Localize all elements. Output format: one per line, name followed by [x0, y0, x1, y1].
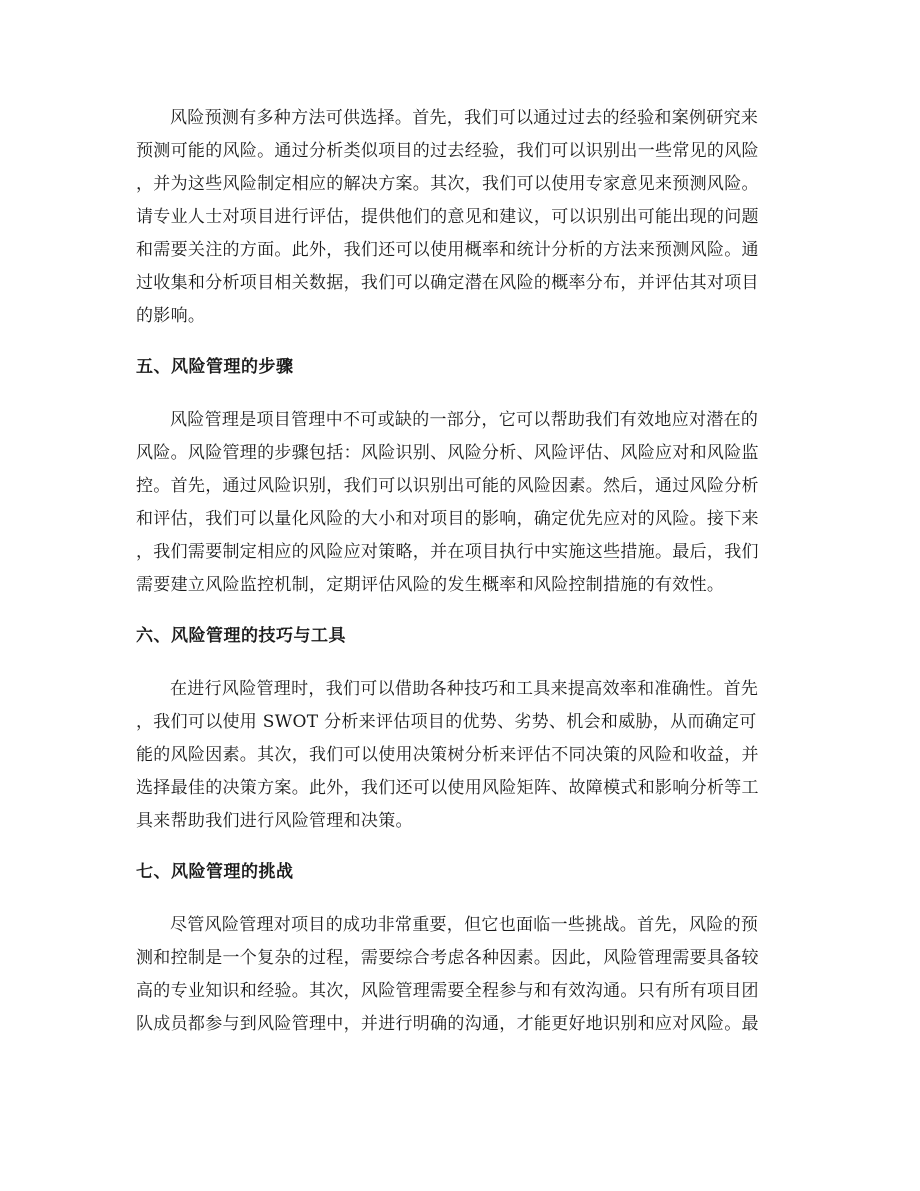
- paragraph-line: 风险。风险管理的步骤包括：风险识别、风险分析、风险评估、风险应对和风险监: [136, 443, 759, 463]
- section-heading-7: 七、风险管理的挑战: [136, 862, 294, 882]
- paragraph-line: 具来帮助我们进行风险管理和决策。: [136, 811, 413, 831]
- paragraph-line: 和需要关注的方面。此外，我们还可以使用概率和统计分析的方法来预测风险。通: [136, 240, 759, 260]
- section-heading-5: 五、风险管理的步骤: [136, 357, 294, 377]
- paragraph-risk-prediction: [136, 102, 786, 333]
- paragraph-line: 测和控制是一个复杂的过程，需要综合考虑各种因素。因此，风险管理需要具备较: [136, 948, 759, 968]
- document-body: [136, 102, 786, 1041]
- paragraph-challenges: [136, 909, 786, 1041]
- paragraph-line: ，我们可以使用 SWOT 分析来评估项目的优势、劣势、机会和威胁，从而确定可: [136, 712, 757, 732]
- paragraph-line: 控。首先，通过风险识别，我们可以识别出可能的风险因素。然后，通过风险分析: [136, 476, 759, 496]
- paragraph-line: ，并为这些风险制定相应的解决方案。其次，我们可以使用专家意见来预测风险。: [136, 174, 759, 194]
- section-heading-6: 六、风险管理的技巧与工具: [136, 626, 346, 646]
- paragraph-line: 在进行风险管理时，我们可以借助各种技巧和工具来提高效率和准确性。首先: [170, 679, 759, 699]
- paragraph-line: 队成员都参与到风险管理中，并进行明确的沟通，才能更好地识别和应对风险。最: [136, 1014, 759, 1034]
- paragraph-risk-management-steps: [136, 404, 786, 602]
- paragraph-line: 请专业人士对项目进行评估，提供他们的意见和建议，可以识别出可能出现的问题: [136, 207, 759, 227]
- paragraph-line: 风险预测有多种方法可供选择。首先，我们可以通过过去的经验和案例研究来: [170, 108, 759, 128]
- paragraph-techniques-tools: [136, 673, 786, 838]
- paragraph-line: 和评估，我们可以量化风险的大小和对项目的影响，确定优先应对的风险。接下来: [136, 509, 759, 529]
- paragraph-line: 的影响。: [136, 306, 206, 326]
- paragraph-line: 风险管理是项目管理中不可或缺的一部分，它可以帮助我们有效地应对潜在的: [170, 410, 759, 430]
- paragraph-line: 需要建立风险监控机制，定期评估风险的发生概率和风险控制措施的有效性。: [136, 575, 725, 595]
- paragraph-line: 高的专业知识和经验。其次，风险管理需要全程参与和有效沟通。只有所有项目团: [136, 981, 759, 1001]
- paragraph-line: 能的风险因素。其次，我们可以使用决策树分析来评估不同决策的风险和收益，并: [136, 745, 759, 765]
- paragraph-line: 尽管风险管理对项目的成功非常重要，但它也面临一些挑战。首先，风险的预: [170, 915, 759, 935]
- paragraph-line: 过收集和分析项目相关数据，我们可以确定潜在风险的概率分布，并评估其对项目: [136, 273, 759, 293]
- paragraph-line: 选择最佳的决策方案。此外，我们还可以使用风险矩阵、故障模式和影响分析等工: [136, 778, 759, 798]
- paragraph-line: ，我们需要制定相应的风险应对策略，并在项目执行中实施这些措施。最后，我们: [136, 542, 759, 562]
- paragraph-line: 预测可能的风险。通过分析类似项目的过去经验，我们可以识别出一些常见的风险: [136, 141, 759, 161]
